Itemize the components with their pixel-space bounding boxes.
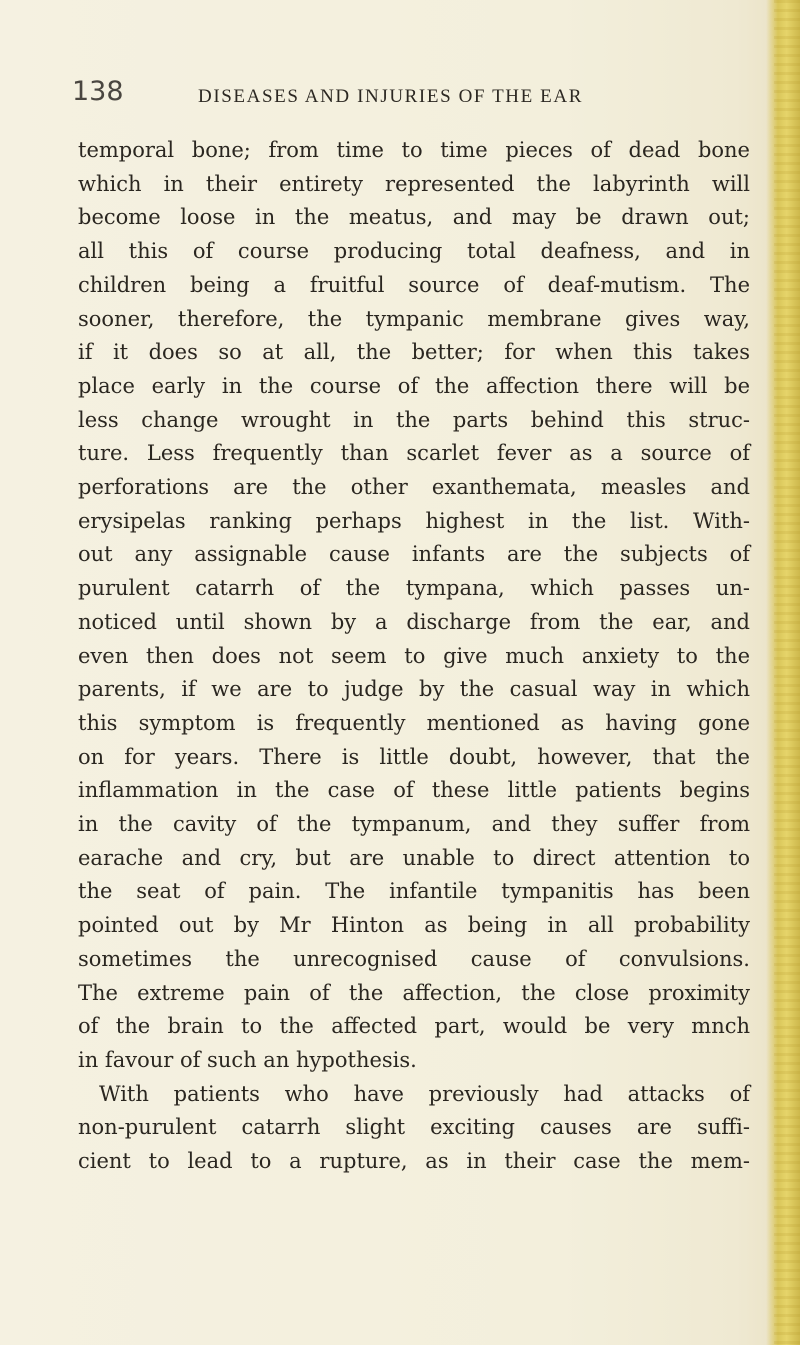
- text-line: of the brain to the affected part, would be very mnch: [78, 1014, 750, 1039]
- text-line: this symptom is frequently mentioned as having gone: [78, 710, 750, 735]
- text-line: earache and cry, but are unable to direct attention to: [78, 845, 750, 870]
- text-line: perforations are the other exanthemata, measles and: [78, 475, 750, 500]
- text-line: purulent catarrh of the tympana, which passes un-: [78, 576, 750, 601]
- running-head: DISEASES AND INJURIES OF THE EAR: [198, 86, 583, 107]
- text-line: in favour of such an hypothesis.: [78, 1047, 417, 1072]
- text-line: inflammation in the case of these little patients begins: [78, 778, 750, 803]
- page-number: 138: [72, 76, 124, 107]
- text-line: become loose in the meatus, and may be drawn out;: [78, 205, 750, 230]
- text-line: less change wrought in the parts behind this struc-: [78, 407, 750, 432]
- page-edge: [766, 0, 800, 1345]
- text-line: sooner, therefore, the tympanic membrane gives way,: [78, 306, 750, 331]
- text-line: pointed out by Mr Hinton as being in all probability: [78, 913, 750, 938]
- text-line: even then does not seem to give much anxiety to the: [78, 643, 750, 668]
- text-line: sometimes the unrecognised cause of convulsions.: [78, 946, 750, 971]
- text-line: noticed until shown by a discharge from the ear, and: [78, 609, 750, 634]
- page-header: [72, 76, 712, 116]
- text-line: on for years. There is little doubt, however, that the: [78, 744, 750, 769]
- text-line: With patients who have previously had attacks of: [99, 1081, 750, 1106]
- text-line: erysipelas ranking perhaps highest in the list. With-: [78, 508, 750, 533]
- paragraph: [78, 1078, 750, 1179]
- text-line: children being a fruitful source of deaf-mutism. The: [78, 272, 750, 297]
- text-line: if it does so at all, the better; for when this takes: [78, 340, 750, 365]
- text-line: all this of course producing total deafness, and in: [78, 239, 750, 264]
- text-line: place early in the course of the affection there will be: [78, 373, 750, 398]
- text-line: parents, if we are to judge by the casual way in which: [78, 677, 750, 702]
- text-line: in the cavity of the tympanum, and they suffer from: [78, 812, 750, 837]
- text-line: cient to lead to a rupture, as in their case the mem-: [78, 1149, 750, 1174]
- text-line: ture. Less frequently than scarlet fever as a source of: [78, 441, 750, 466]
- paragraph: [78, 134, 750, 1078]
- text-line: The extreme pain of the affection, the close proximity: [78, 980, 750, 1005]
- text-line: which in their entirety represented the labyrinth will: [78, 171, 750, 196]
- text-line: the seat of pain. The infantile tympanitis has been: [78, 879, 750, 904]
- body-text: [78, 134, 750, 1179]
- text-line: out any assignable cause infants are the subjects of: [78, 542, 750, 567]
- text-line: temporal bone; from time to time pieces of dead bone: [78, 138, 750, 162]
- text-line: non-purulent catarrh slight exciting causes are suffi-: [78, 1115, 750, 1140]
